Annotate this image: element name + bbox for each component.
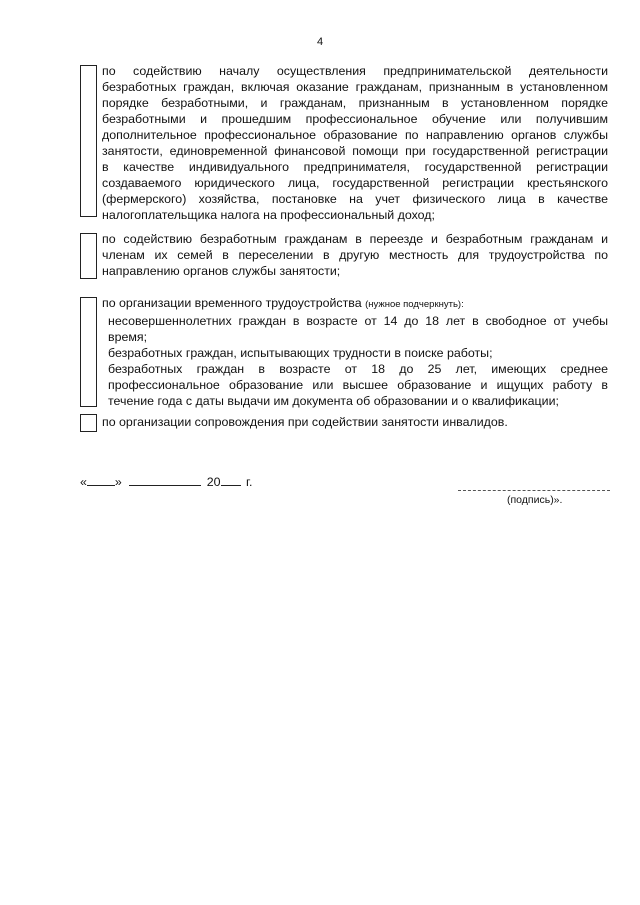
text-line: создаваемого юридического лица, государственной регистрации крестьянского (102, 176, 608, 190)
sub-option-difficulties[interactable] (102, 345, 608, 361)
signature-field[interactable] (458, 490, 610, 491)
text-line: безработных граждан, включая оказание гражданам, признанным в установленном (102, 80, 608, 94)
heading-text: по организации временного трудоустройства (102, 296, 362, 310)
month-field[interactable] (129, 475, 201, 486)
text-line: налогоплательщика налога на профессиональный доход; (102, 208, 435, 222)
option-business-assistance (80, 63, 608, 223)
year-field[interactable] (221, 475, 241, 486)
close-quote: » (114, 475, 122, 489)
text-line: профессиональное образование или высшее образование и ищущих работу в (108, 378, 608, 392)
sub-option-young-graduates[interactable] (102, 361, 608, 409)
year-prefix: 20 (206, 475, 221, 489)
day-field[interactable] (87, 475, 115, 486)
text-line: в качестве индивидуального предпринимателя, государственной регистрации (102, 160, 608, 174)
text-line: безработных граждан, испытывающих трудности в поиске работы; (108, 346, 493, 360)
signature-caption: (подпись)». (507, 494, 563, 506)
date-line (80, 474, 252, 490)
page-number: 4 (316, 36, 324, 48)
text-line: занятости, единовременной финансовой помощи при государственной регистрации (102, 144, 608, 158)
text-line: время; (108, 330, 148, 344)
checkbox-business-assistance[interactable] (80, 65, 97, 217)
year-suffix: г. (245, 475, 253, 489)
text-line: членам их семей в переселении в другую местность для трудоустройства по (102, 248, 608, 262)
text-line: течение года с даты выдачи им документа об образовании и о квалификации; (108, 394, 559, 408)
checkbox-relocation-assistance[interactable] (80, 233, 97, 279)
option-disabled-support (80, 414, 608, 430)
text-line: (фермерского) хозяйства, постановке на учет физического лица в качестве (102, 192, 608, 206)
heading-note: (нужное подчеркнуть): (365, 299, 464, 310)
option-text (102, 231, 608, 279)
checkbox-temporary-employment[interactable] (80, 297, 97, 407)
option-text (102, 295, 608, 409)
option-text (102, 63, 608, 223)
text-line: по содействию безработным гражданам в переезде и безработным гражданам и (102, 232, 608, 246)
option-relocation-assistance (80, 231, 608, 279)
text-line: несовершеннолетних граждан в возрасте от 14 до 18 лет в свободное от учебы (108, 314, 608, 328)
open-quote: « (80, 475, 87, 489)
option-heading (102, 295, 608, 313)
text-line: безработных граждан в возрасте от 18 до 25 лет, имеющих среднее (108, 362, 608, 376)
text-line: дополнительное профессиональное образование по направлению органов службы (102, 128, 608, 142)
sub-option-minors[interactable] (102, 313, 608, 345)
text-line: безработными и прошедшим профессиональное обучение или получившим (102, 112, 608, 126)
checkbox-disabled-support[interactable] (80, 414, 97, 432)
option-temporary-employment (80, 295, 608, 409)
text-line: порядке безработными, и гражданам, признанным в установленном порядке (102, 96, 608, 110)
text-line: направлению органов службы занятости; (102, 264, 341, 278)
option-text (102, 414, 608, 430)
text-line: по организации сопровождения при содействии занятости инвалидов. (102, 415, 508, 429)
text-line: по содействию началу осуществления предпринимательской деятельности (102, 64, 608, 78)
